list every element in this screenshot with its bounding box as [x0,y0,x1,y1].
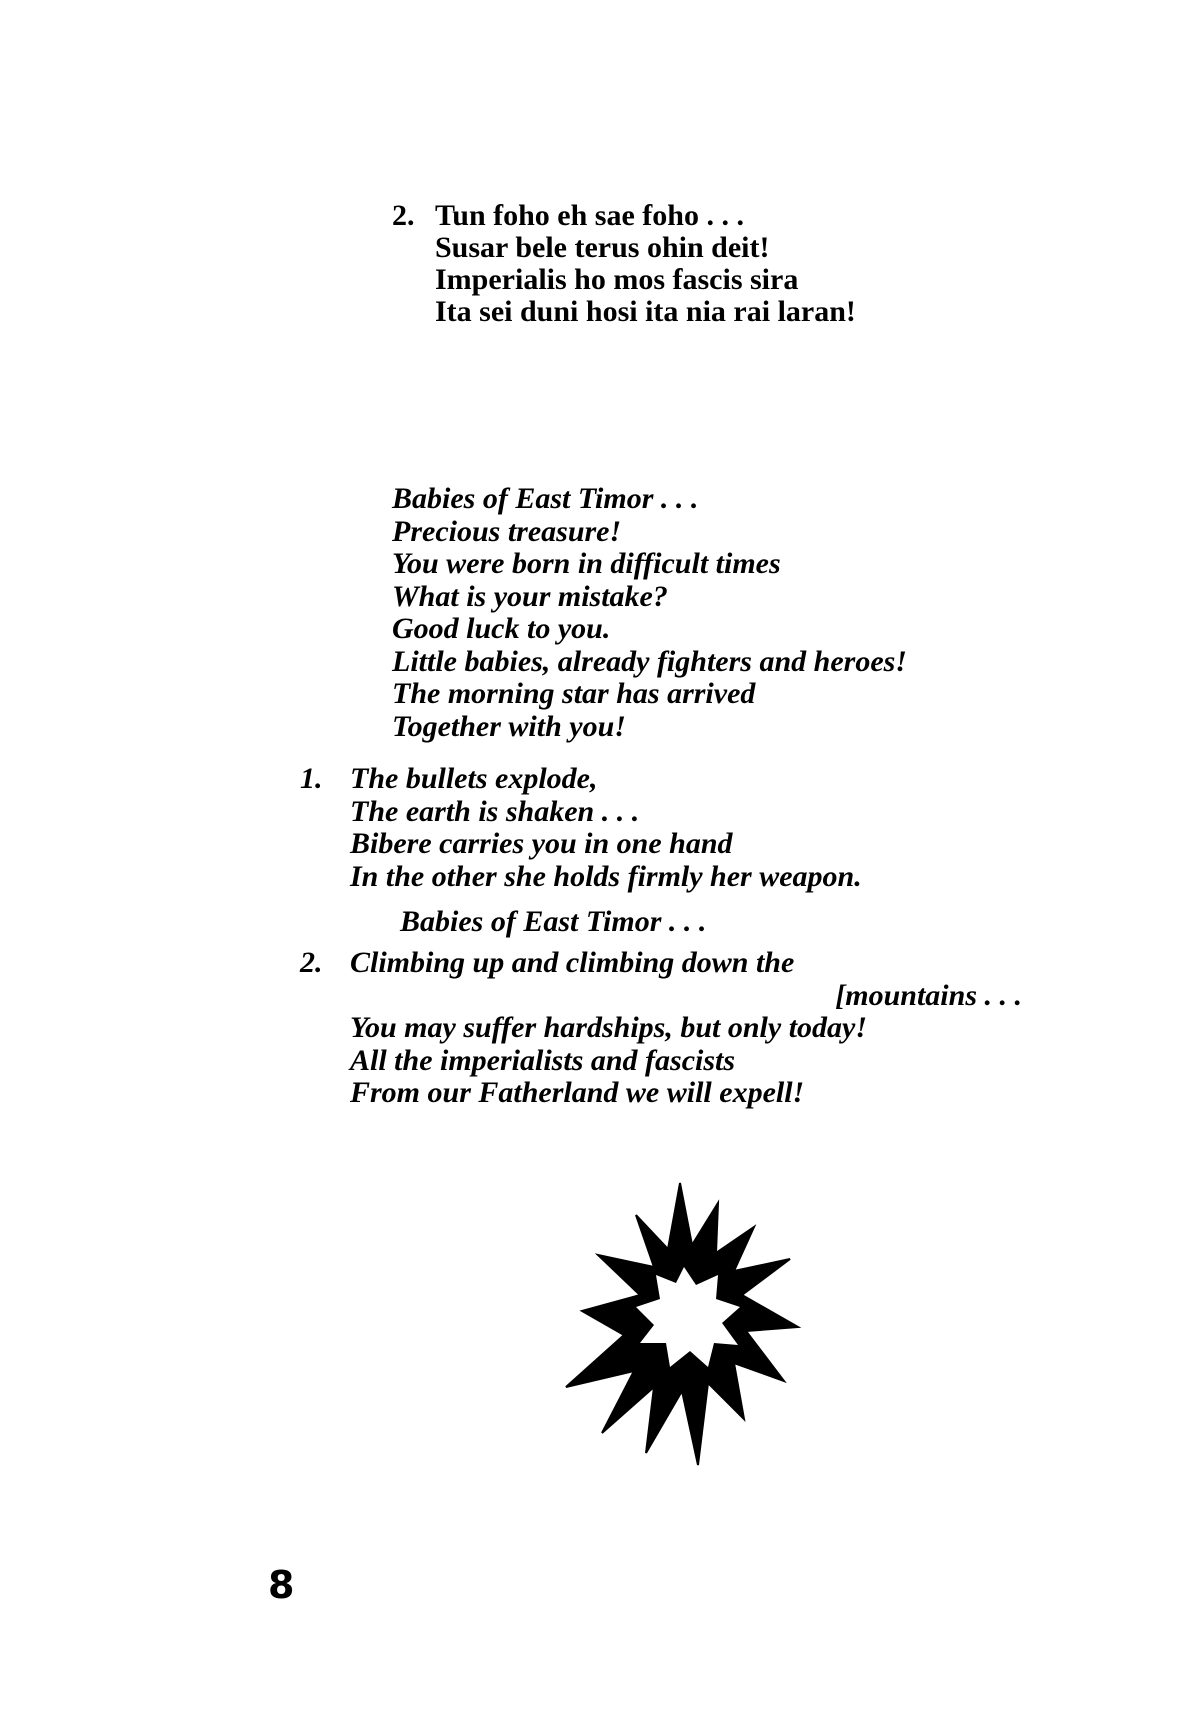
verse-line: Susar bele terus ohin deit! [435,231,770,264]
chorus-line: Precious treasure! [392,514,622,548]
chorus-line: Babies of East Timor . . . [392,482,699,515]
english-chorus [392,483,907,743]
verse-number: 2. [300,946,323,979]
verse-line: From our Fatherland we will expell! [350,1076,805,1109]
verse-line: The earth is shaken . . . [350,794,640,828]
chorus-line: You were born in difficult times [392,547,781,580]
chorus-line: Good luck to you. [392,612,611,645]
verse-line: In the other she holds firmly her weapon. [350,859,862,893]
tetum-verse-2 [392,200,856,328]
chorus-line: What is your mistake? [392,579,668,613]
verse-line: Ita sei duni hosi ita nia rai laran! [435,295,856,328]
english-verse-1 [300,763,862,893]
verse-number: 2. [392,199,415,232]
chorus-line: The morning star has arrived [392,677,756,710]
verse-line: Climbing up and climbing down the [350,946,795,979]
verse-lines [435,200,856,328]
verse-line-continuation: [mountains . . . [835,978,1022,1012]
verse-number: 1. [300,762,323,795]
verse-line: Imperialis ho mos fascis sira [435,263,799,296]
verse-line: The bullets explode, [350,762,598,795]
chorus-line: Little babies, already fighters and heroes! [392,644,907,678]
page-number: 8 [268,1563,296,1607]
verse-lines [350,947,1022,1110]
english-verse-2 [300,947,1022,1110]
chorus-line: Together with you! [392,709,626,743]
verse-line: You may suffer hardships, but only today! [350,1011,868,1044]
chorus-reference: Babies of East Timor . . . [400,905,707,938]
verse-line: Bibere carries you in one hand [350,827,733,860]
verse-lines [350,763,862,893]
verse-line: All the imperialists and fascists [350,1043,736,1077]
verse-line: Tun foho eh sae foho . . . [435,199,744,232]
starburst-icon [558,1175,818,1475]
